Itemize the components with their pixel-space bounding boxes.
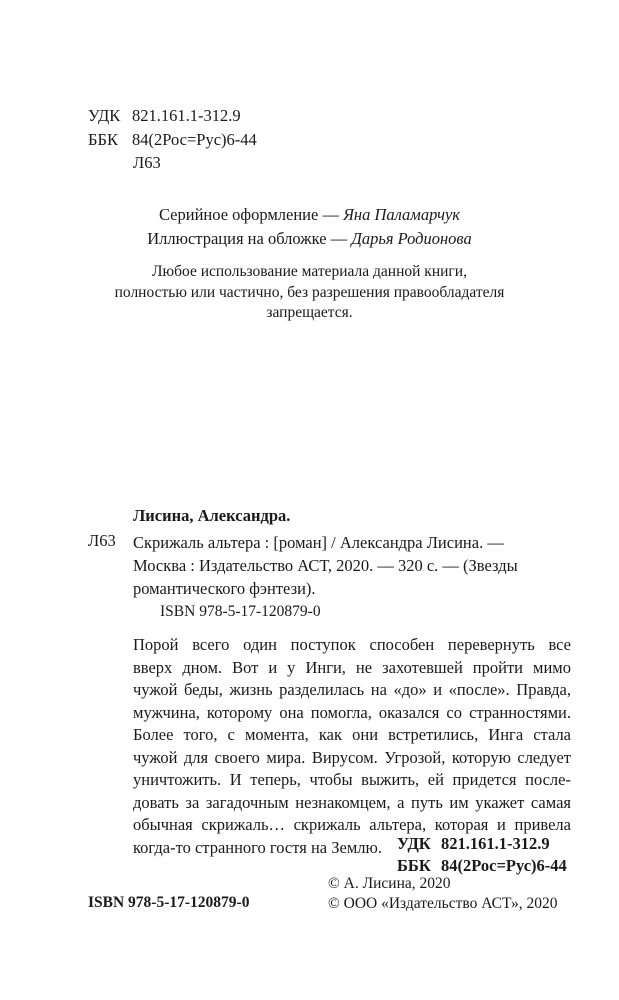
record-side-code: Л63 [88, 531, 116, 550]
record-line: Москва : Издательство АСТ, 2020. — 320 с. — (Звезды [133, 556, 518, 575]
bbk-value: 84(2Рос=Рус)6-44 [132, 130, 257, 149]
record-isbn: ISBN 978-5-17-120879-0 [160, 603, 321, 620]
series-design-credit [0, 205, 619, 225]
annotation-line: обычная скрижаль… скрижаль альтера, которая и привела [133, 815, 571, 834]
author-code: Л63 [133, 153, 161, 172]
annotation-line: чужой беды, жизнь разделилась на «до» и «после». Правда, [133, 680, 571, 699]
notice-line: Любое использование материала данной книги, [152, 263, 467, 280]
design-credits [0, 205, 619, 253]
annotation-line: мужчина, которому она помогла, оказался со странностями. [133, 702, 571, 722]
copyright-notice [0, 262, 619, 324]
udk-label: УДК [88, 106, 121, 125]
bbk-label: ББК [397, 856, 431, 875]
top-bbk-line [88, 130, 257, 150]
bottom-udk-line [397, 833, 567, 855]
annotation [133, 634, 571, 859]
notice-line: запрещается. [266, 304, 353, 321]
bbk-label: ББК [88, 130, 118, 149]
series-design-label: Серийное оформление — [158, 205, 339, 224]
copyright-publisher: © ООО «Издательство АСТ», 2020 [328, 895, 558, 912]
footer-isbn: ISBN 978-5-17-120879-0 [88, 894, 250, 911]
udk-value: 821.161.1-312.9 [132, 106, 241, 125]
bbk-value: 84(2Рос=Рус)6-44 [441, 856, 567, 875]
copyright-lines [328, 874, 558, 914]
notice-line: полностью или частично, без разрешения правообладателя [114, 283, 505, 301]
top-udk-line [88, 106, 241, 126]
annotation-line: вверх дном. Вот и у Инги, не захотевшей пройти мимо [133, 657, 571, 677]
cover-illustration-credit [0, 229, 619, 249]
annotation-line: довать за загадочным незнакомцем, а путь им укажет самая [133, 792, 571, 812]
record-author: Лисина, Александра. [133, 506, 291, 525]
annotation-line: когда-то странного гостя на Землю. [133, 837, 382, 857]
copyright-author: © А. Лисина, 2020 [328, 875, 451, 892]
udk-label: УДК [397, 834, 431, 853]
record-line: Скрижаль альтера : [роман] / Александра Лисина. — [133, 533, 504, 552]
record-line: романтического фэнтези). [133, 579, 316, 598]
udk-value: 821.161.1-312.9 [441, 834, 550, 853]
annotation-line: Более того, с момента, как они встретились, Инга стала [133, 725, 571, 744]
series-design-name: Яна Паламарчук [343, 205, 461, 224]
cover-illustration-label: Иллюстрация на обложке — [147, 229, 348, 248]
annotation-line: Порой всего один поступок способен перевернуть все [133, 635, 571, 654]
cover-illustration-name: Дарья Родионова [351, 229, 472, 248]
record-description [133, 531, 518, 600]
bottom-classification [397, 833, 567, 877]
annotation-line: чужой для своего мира. Вирусом. Угрозой, которую следует [133, 747, 571, 767]
annotation-line: уничтожить. И теперь, чтобы выжить, ей придется после- [133, 770, 571, 789]
